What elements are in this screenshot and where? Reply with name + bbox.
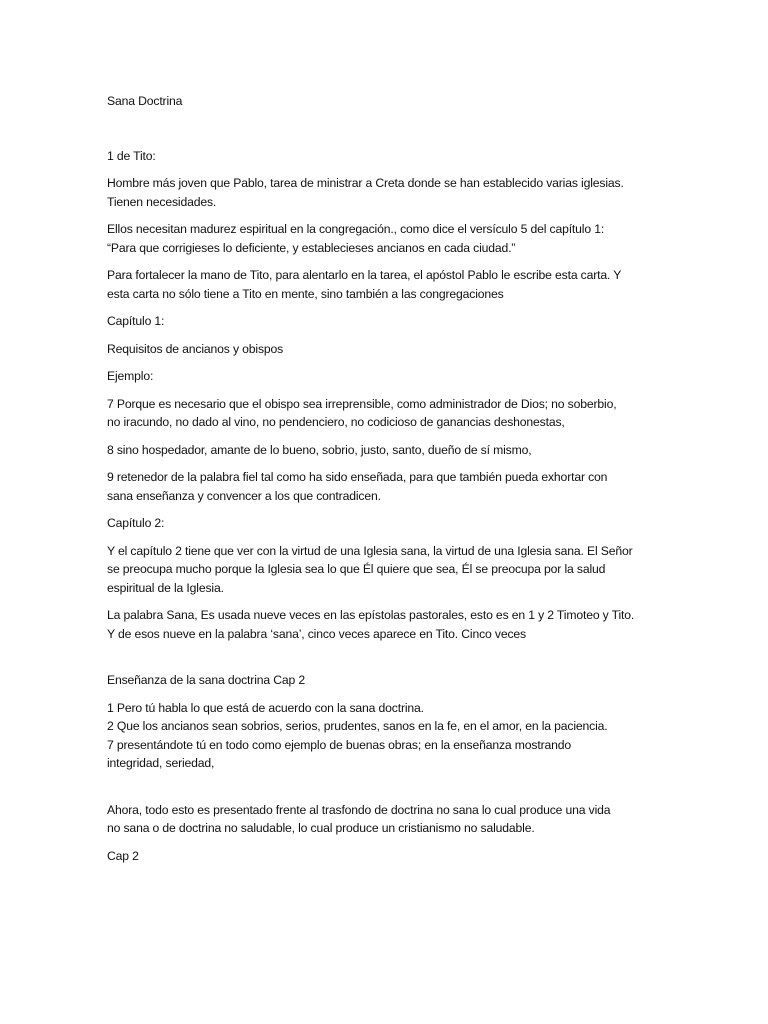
- spacer: [107, 652, 667, 671]
- document-title: Sana Doctrina: [107, 94, 183, 108]
- verse-8: 8 sino hospedador, amante de lo bueno, sobrio, justo, santo, dueño de sí mismo,: [107, 442, 532, 457]
- teaching-heading: Enseñanza de la sana doctrina Cap 2: [107, 673, 306, 687]
- verse-7: 7 Porque es necesario que el obispo sea irreprensible, como administrador de Dios; no soberbio, no iracundo, no dado al vino, no pendenciero, no codicioso de ganancias deshonestas,: [107, 396, 617, 429]
- intro-paragraph: Hombre más joven que Pablo, tarea de ministrar a Creta donde se han establecido varias iglesias. Tienen necesidades.: [107, 176, 624, 209]
- spacer: [107, 120, 667, 147]
- chapter2-paragraph: Y el capítulo 2 tiene que ver con la virtud de una Iglesia sana, la virtud de una Iglesia sana. El Señor se preocupa mucho porque la Iglesia sea lo que Él quiere que sea, Él se preocupa por la salud espiritual de la Iglesia.: [107, 543, 633, 595]
- closing-heading: Cap 2: [107, 848, 139, 863]
- spacer: [107, 782, 667, 801]
- purpose-paragraph: Para fortalecer la mano de Tito, para alentarlo en la tarea, el apóstol Pablo le escribe esta carta. Y esta carta no sólo tiene a Tito en mente, sino también a las congregaciones: [107, 268, 622, 301]
- chapter2-heading: Capítulo 2:: [107, 516, 165, 530]
- chapter1-heading: Capítulo 1:: [107, 314, 165, 328]
- verse-9: 9 retenedor de la palabra fiel tal como ha sido enseñada, para que también pueda exhortar con sana enseñanza y convencer a los que contradicen.: [107, 470, 608, 503]
- document-page: [107, 92, 667, 874]
- maturity-paragraph: Ellos necesitan madurez espiritual en la congregación., como dice el versículo 5 del capítulo 1: “Para que corrigieses lo deficiente, y establecieses ancianos en cada ciudad.”: [107, 222, 605, 255]
- example-label: Ejemplo:: [107, 369, 154, 383]
- conclusion-paragraph: Ahora, todo esto es presentado frente al trasfondo de doctrina no sana lo cual produce una vida no sana o de doctrina no saludable, lo cual produce un cristianismo no saludable.: [107, 802, 611, 835]
- requisites-line: Requisitos de ancianos y obispos: [107, 341, 284, 356]
- teaching-verses: 1 Pero tú habla lo que está de acuerdo con la sana doctrina. 2 Que los ancianos sean sobrios, serios, prudentes, sanos en la fe, en el amor, en la paciencia. 7 presentándote tú en todo como ejemplo de buenas obras; en la enseñanza mostrando integridad, seriedad,: [107, 700, 608, 770]
- book-heading: 1 de Tito:: [107, 148, 156, 163]
- word-sana-paragraph: La palabra Sana, Es usada nueve veces en las epístolas pastorales, esto es en 1 y 2 Timoteo y Tito. Y de esos nueve en la palabra ‘sana’, cinco veces aparece en Tito. Cinco veces: [107, 608, 635, 641]
